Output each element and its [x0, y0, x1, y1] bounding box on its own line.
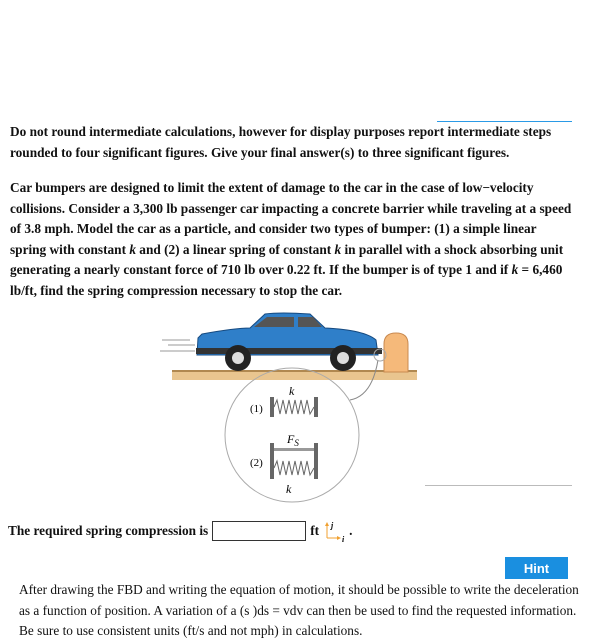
answer-label: The required spring compression is: [8, 523, 209, 538]
motion-lines: [160, 340, 195, 351]
spring-k-label-bottom: k: [286, 482, 292, 496]
problem-text: in parallel with a shock absorbing unit generating a nearly constant force of 710 lb over 0.22 ft. If the bumper is of type 1 and if: [10, 241, 564, 278]
car-bumper-figure: [150, 300, 450, 510]
spring-2: [274, 461, 314, 475]
k-symbol: k: [129, 241, 136, 257]
problem-text: Car bumpers are designed to limit the extent of damage to the car in the case of low−velocity collisions. Consider a 3,300 lb passenger car impacting a concrete barrier while traveling at a speed of 3.8 mph. Model the car as a particle, and consider two types of bumper: (1) a simple linear spring with constant: [10, 180, 572, 257]
fs-subscript: S: [294, 438, 299, 448]
spring-compression-input[interactable]: [212, 521, 306, 541]
k-symbol: k: [511, 262, 519, 278]
ground: [172, 372, 417, 380]
unit-label: ft: [310, 523, 320, 538]
problem-statement: [10, 178, 575, 302]
answer-row: [8, 520, 352, 542]
vector-axis-icon[interactable]: [323, 520, 349, 542]
spring-k-label: k: [289, 384, 295, 398]
i-label: i: [342, 535, 345, 542]
hint-button[interactable]: Hint: [505, 557, 568, 579]
hint-text: After drawing the FBD and writing the equation of motion, it should be possible to write the deceleration as a function of position. A variation of a (s )ds = vdv can then be used to find the requested information. Be sure to use consistent units (ft/s and not mph) in calculations.: [19, 582, 579, 638]
problem-text: = 6,460 lb/ft, find the spring compression necessary to stop the car.: [10, 262, 563, 298]
problem-text: and (2) a linear spring of constant: [135, 241, 335, 257]
fs-label: F: [287, 432, 295, 446]
instructions-text: Do not round intermediate calculations, however for display purposes report intermediate steps rounded to four significant figures. Give your final answer(s) to three significant figures.: [10, 124, 552, 160]
type2-label: (2): [250, 457, 263, 469]
car: [196, 313, 382, 371]
k-symbol: k: [334, 241, 342, 257]
j-label: j: [331, 521, 334, 530]
divider-line: [425, 485, 572, 486]
shock-absorber: [274, 448, 314, 451]
type1-label: (1): [250, 403, 263, 415]
period: .: [349, 523, 353, 538]
spring-1: [274, 400, 314, 414]
svg-text:FS: [286, 432, 299, 448]
barrier: [384, 333, 408, 372]
